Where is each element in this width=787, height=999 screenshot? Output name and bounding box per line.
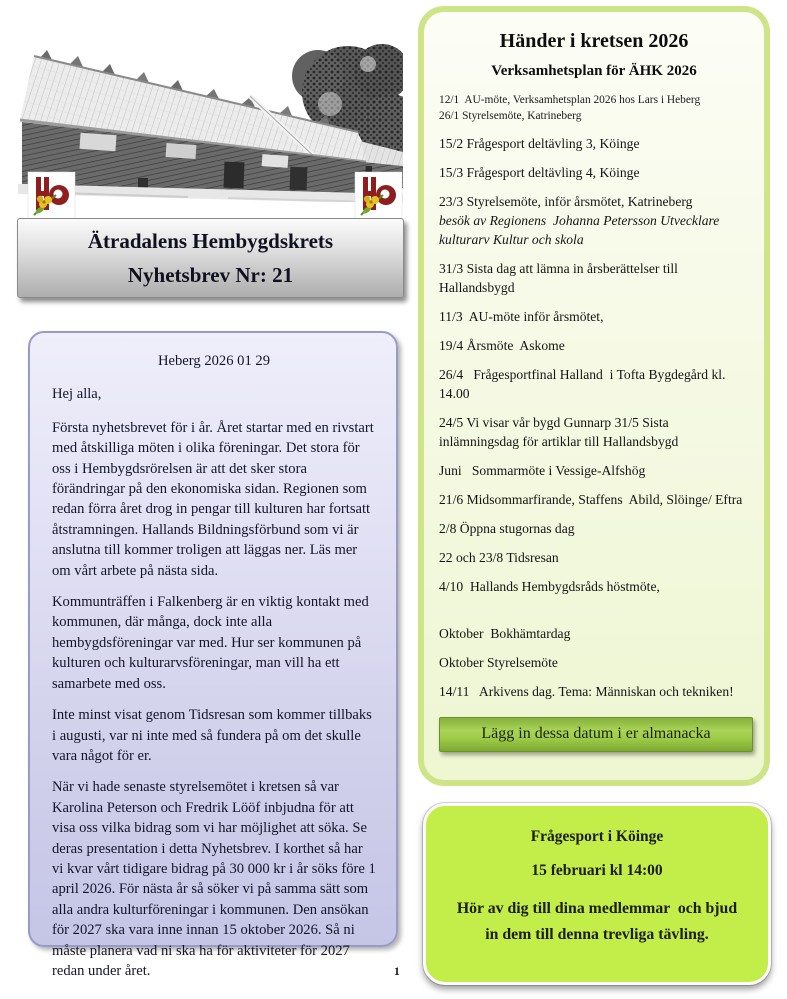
letter-paragraph: När vi hade senaste styrelsemötet i kretsen så var Karolina Peterson och Fredrik Lööf inbjudna för att visa oss vilka bidrag som vi har möjlighet att söka. Se deras presentation i detta Nyhetsbrev. I korthet så har vi kvar vårt tidigare bidrag på 30 000 kr i år söks före 1 april 2026. För nästa år så söker vi på samma sätt som alla andra kulturföreningar i kommunen. Den ansökan för 2027 ska vara inne innan 15 oktober 2026. Så ni måste planera vad ni ska ha för aktiviteter för 2027 redan under året. (52, 779, 376, 979)
letter-panel (28, 331, 398, 979)
plan-event: 15/2 Frågesport deltävling 3, Köinge (439, 136, 640, 151)
plan-event: 14/11 Arkivens dag. Tema: Människan och tekniken! (439, 684, 734, 699)
plan-event: 11/3 AU-möte inför årsmötet, (439, 309, 604, 324)
plan-event: 2/8 Öppna stugornas dag (439, 521, 575, 536)
letter-paragraph: Kommunträffen i Falkenberg är en viktig kontakt med kommunen, där många, dock inte alla hembygdsföreningar var med. Hur ser kommunen på kulturen och kulturarvsföreningar, man vill ha ett samarbete med oss. (52, 594, 369, 692)
plan-title: Händer i kretsen 2026 (499, 30, 689, 52)
farmhouse-sketch-image (18, 34, 403, 219)
newsletter-issue: Nyhetsbrev Nr: 21 (127, 263, 294, 287)
quiz-title: Frågesport i Köinge (530, 828, 664, 845)
letter-dateline: Heberg 2026 01 29 (157, 353, 270, 369)
newsletter-masthead (17, 218, 404, 298)
letter-greeting: Hej alla, (52, 386, 102, 403)
plan-event: 26/1 Styrelsemöte, Katrineberg (439, 110, 582, 122)
letter-paragraph: Första nyhetsbrevet för i år. Året startar med en rivstart med åtskilliga möten i olika föreningar. Det stora för oss i Hembygdsrörelsen är att det sker stora förändringar på den ekonomiska sidan. Regionen som redan förra året drog in pengar till kulturen har fortsatt åtstramningen. Hallands Bildningsförbund som vi är anslutna till kommer troligen att läggas ner. Läs mer om vårt arbete på nästa sida. (52, 419, 374, 579)
plan-event: 31/3 Sista dag att lämna in årsberättelser till Hallandsbygd (439, 261, 682, 295)
plan-event: Juni Sommarmöte i Vessige-Alfshög (439, 463, 646, 478)
letter-paragraph: Inte minst visat genom Tidsresan som kommer tillbaks i augusti, var ni inte med så fundera på om det skulle vara något för er. (52, 707, 372, 764)
plan-event: 12/1 AU-möte, Verksamhetsplan 2026 hos Lars i Heberg (439, 94, 701, 106)
quiz-body: Hör av dig till dina medlemmar och bjud in dem till denna trevliga tävling. (456, 900, 742, 943)
plan-event: Oktober Bokhämtardag (439, 626, 571, 641)
plan-event: 19/4 Årsmöte Askome (439, 338, 565, 353)
plan-event: 23/3 Styrelsemöte, inför årsmötet, Katrineberg (439, 194, 693, 209)
plan-event: 4/10 Hallands Hembygdsråds höstmöte, (439, 579, 660, 594)
quiz-announcement-panel (423, 803, 771, 985)
plan-event: 26/4 Frågesportfinal Halland i Tofta Bygdegård kl. 14.00 (439, 367, 729, 401)
plan-event-note: besök av Regionens Johanna Petersson Utvecklare kulturarv Kultur och skola (439, 213, 723, 247)
plan-event: 24/5 Vi visar vår bygd Gunnarp 31/5 Sista inlämningsdag för artiklar till Hallandsbygd (439, 415, 679, 449)
add-dates-to-calendar-button[interactable]: Lägg in dessa datum i er almanacka (439, 717, 753, 752)
activity-plan-panel (418, 6, 770, 786)
plan-event: 22 och 23/8 Tidsresan (439, 550, 559, 565)
farmhouse-sketch (18, 34, 403, 219)
plan-event: 21/6 Midsommarfirande, Staffens Abild, Slöinge/ Eftra (439, 492, 743, 507)
plan-event: 15/3 Frågesport deltävling 4, Köinge (439, 165, 640, 180)
hembygd-logo-icon (28, 172, 75, 219)
page-number: 1 (394, 966, 400, 978)
plan-subtitle: Verksamhetsplan för ÄHK 2026 (491, 63, 697, 79)
quiz-date: 15 februari kl 14:00 (531, 862, 663, 879)
newsletter-title: Ätradalens Hembygdskrets (87, 229, 334, 253)
hembygd-logo-icon (355, 172, 402, 219)
plan-event: Oktober Styrelsemöte (439, 655, 558, 670)
